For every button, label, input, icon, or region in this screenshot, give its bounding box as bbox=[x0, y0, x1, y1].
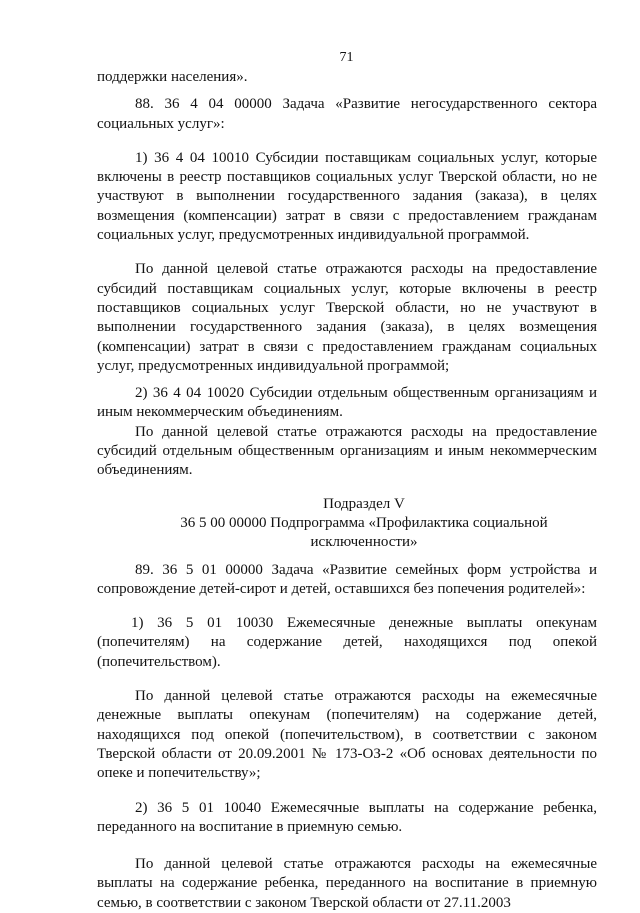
paragraph-item-36-5-01-10030: 1) 36 5 01 10030 Ежемесячные денежные выплаты опекунам (попечителям) на содержание детей, находящихся под опекой (попечительством). bbox=[97, 615, 597, 670]
paragraph-description-10030: По данной целевой статье отражаются расходы на ежемесячные денежные выплаты опекунам (попечителям) на содержание детей, находящихся под опекой (попечительством), в соответствии с законом Тверской области от 20.09.2001 № 173-ОЗ-2 «Об основах деятельности по опеке и попечительству»; bbox=[97, 688, 597, 782]
paragraph-description-10040: По данной целевой статье отражаются расходы на ежемесячные выплаты на содержание ребенка, переданного на воспитание в приемную семью, в соответствии с законом Тверской области от 27.11.2003 bbox=[97, 856, 597, 911]
subprogram-title-line1: 36 5 00 00000 Подпрограмма «Профилактика социальной bbox=[180, 514, 548, 531]
paragraph-description-10010: По данной целевой статье отражаются расходы на предоставление субсидий поставщикам социальных услуг, которые включены в реестр поставщиков социальных услуг Тверской области, но не участвуют в выполнении государственного задания (заказа), в целях возмещения (компенсации) затрат в связи с предоставлением гражданам социальных услуг, предусмотренных индивидуальной программой; bbox=[97, 261, 597, 374]
paragraph-task-88: 88. 36 4 04 00000 Задача «Развитие негосударственного сектора социальных услуг»: bbox=[97, 96, 597, 132]
paragraph-continuation: поддержки населения». bbox=[97, 69, 248, 85]
paragraph-item-36-4-04-10010: 1) 36 4 04 10010 Субсидии поставщикам социальных услуг, которые включены в реестр поставщиков социальных услуг Тверской области, но не участвуют в выполнении государственного задания (заказа), в целях возмещения (компенсации) затрат в связи с предоставлением гражданам социальных услуг, предусмотренных индивидуальной программой. bbox=[97, 149, 597, 244]
paragraph-item-36-4-04-10020: 2) 36 4 04 10020 Субсидии отдельным общественным организациям и иным некоммерческим объединениям. bbox=[97, 385, 597, 421]
paragraph-description-10020: По данной целевой статье отражаются расходы на предоставление субсидий отдельным общественным организациям и иным некоммерческим объединениям. bbox=[97, 423, 597, 479]
page-number: 71 bbox=[339, 50, 354, 65]
paragraph-item-36-5-01-10040: 2) 36 5 01 10040 Ежемесячные выплаты на содержание ребенка, переданного на воспитание в приемную семью. bbox=[97, 799, 597, 835]
subsection-heading bbox=[97, 495, 597, 553]
paragraph-task-89: 89. 36 5 01 00000 Задача «Развитие семейных форм устройства и сопровождение детей-сирот и детей, оставшихся без попечения родителей»: bbox=[97, 561, 597, 597]
subprogram-title-line2: исключенности» bbox=[310, 534, 418, 551]
subsection-title: Подраздел V bbox=[323, 495, 405, 512]
document-body bbox=[97, 68, 597, 913]
